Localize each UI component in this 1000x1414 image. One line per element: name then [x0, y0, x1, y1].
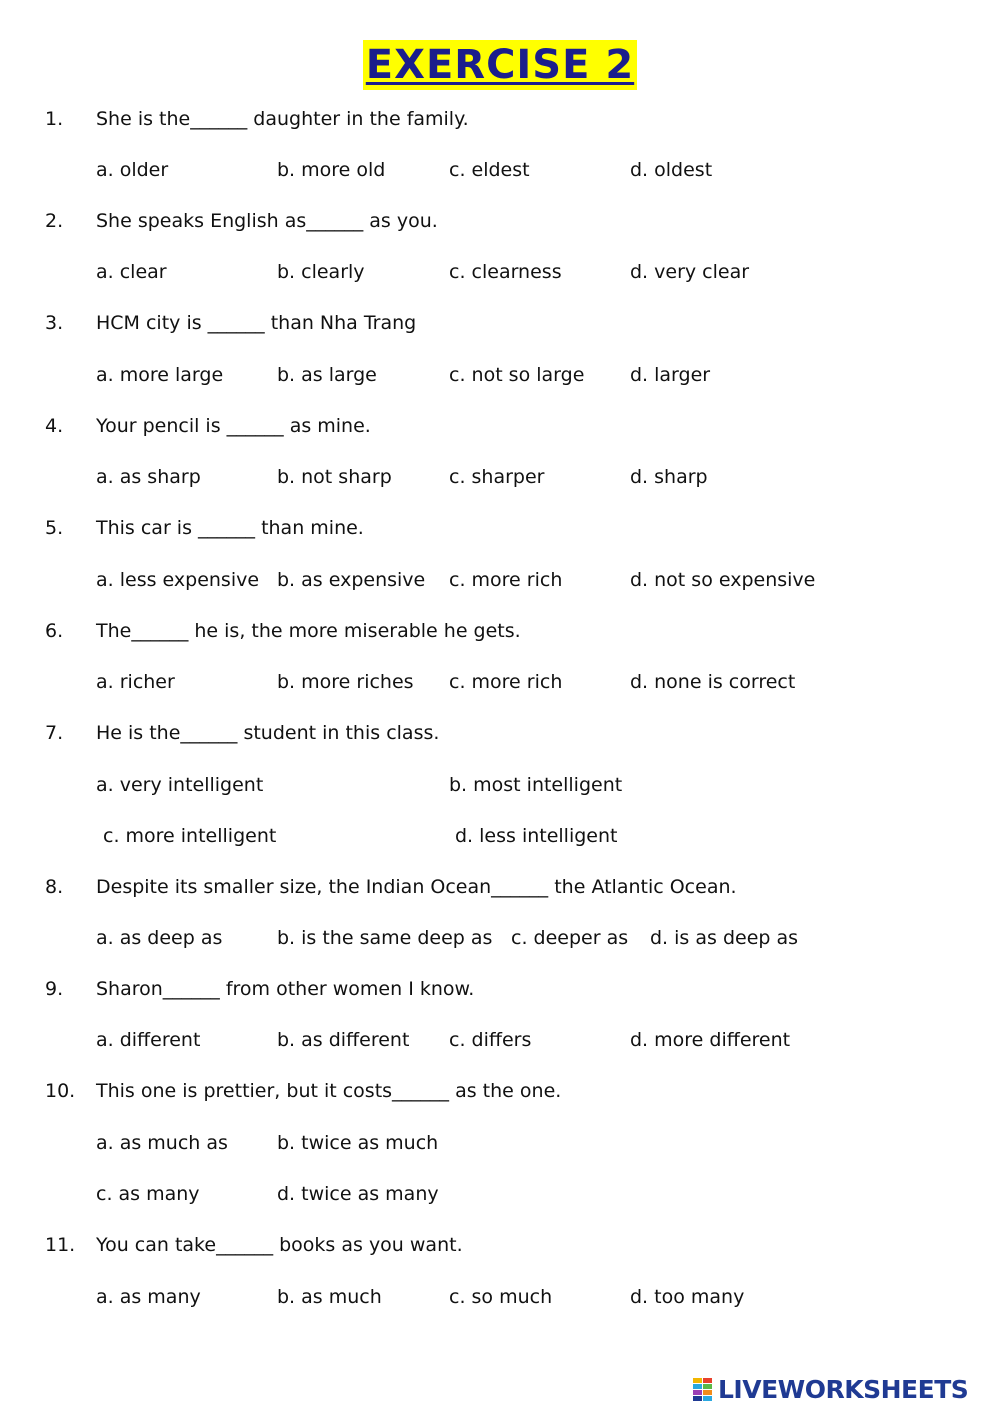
question-number: 11.	[45, 1234, 76, 1256]
option-a[interactable]: a. more large	[96, 364, 224, 386]
option-d[interactable]: d. more different	[630, 1029, 791, 1051]
option-b[interactable]: b. twice as much	[277, 1132, 439, 1154]
options-row	[0, 1128, 1000, 1158]
option-a[interactable]: a. as sharp	[96, 466, 201, 488]
question-number: 8.	[45, 876, 64, 898]
question-text: She speaks English as______ as you.	[96, 210, 438, 232]
options-row	[0, 257, 1000, 287]
question-number: 2.	[45, 210, 64, 232]
option-c[interactable]: c. clearness	[449, 261, 562, 283]
question-2	[0, 206, 1000, 236]
options-row	[0, 667, 1000, 697]
option-c[interactable]: c. not so large	[449, 364, 585, 386]
option-d[interactable]: d. less intelligent	[455, 825, 618, 847]
question-text: You can take______ books as you want.	[96, 1234, 463, 1256]
logo-blocks-icon	[693, 1378, 713, 1402]
option-b[interactable]: b. clearly	[277, 261, 365, 283]
question-number: 6.	[45, 620, 64, 642]
option-b[interactable]: b. as different	[277, 1029, 410, 1051]
question-number: 10.	[45, 1080, 76, 1102]
option-d[interactable]: d. too many	[630, 1286, 745, 1308]
option-c[interactable]: c. more rich	[449, 671, 563, 693]
question-text: Sharon______ from other women I know.	[96, 978, 475, 1000]
options-row	[0, 770, 1000, 800]
option-c[interactable]: c. differs	[449, 1029, 532, 1051]
options-row	[0, 1282, 1000, 1312]
option-b[interactable]: b. more riches	[277, 671, 414, 693]
question-4	[0, 411, 1000, 441]
question-number: 4.	[45, 415, 64, 437]
question-3	[0, 308, 1000, 338]
question-text: Your pencil is ______ as mine.	[96, 415, 371, 437]
question-text: This car is ______ than mine.	[96, 517, 364, 539]
option-a[interactable]: a. as deep as	[96, 927, 223, 949]
option-c[interactable]: c. more rich	[449, 569, 563, 591]
options-row	[0, 923, 1000, 953]
question-number: 3.	[45, 312, 64, 334]
options-row	[0, 462, 1000, 492]
question-text: This one is prettier, but it costs______ as the one.	[96, 1080, 562, 1102]
option-a[interactable]: a. as much as	[96, 1132, 228, 1154]
page-title: EXERCISE 2	[363, 40, 637, 90]
option-c[interactable]: c. as many	[96, 1183, 200, 1205]
option-a[interactable]: a. older	[96, 159, 169, 181]
question-number: 1.	[45, 108, 64, 130]
question-text: She is the______ daughter in the family.	[96, 108, 469, 130]
question-number: 5.	[45, 517, 64, 539]
option-d[interactable]: d. none is correct	[630, 671, 796, 693]
question-8	[0, 872, 1000, 902]
option-a[interactable]: a. different	[96, 1029, 201, 1051]
question-number: 7.	[45, 722, 64, 744]
question-number: 9.	[45, 978, 64, 1000]
question-10	[0, 1076, 1000, 1106]
option-a[interactable]: a. less expensive	[96, 569, 260, 591]
option-d[interactable]: d. very clear	[630, 261, 750, 283]
options-row	[0, 360, 1000, 390]
option-d[interactable]: d. not so expensive	[630, 569, 816, 591]
option-d[interactable]: d. oldest	[630, 159, 713, 181]
options-row	[0, 1025, 1000, 1055]
option-b[interactable]: b. most intelligent	[449, 774, 623, 796]
question-9	[0, 974, 1000, 1004]
option-c[interactable]: c. so much	[449, 1286, 553, 1308]
option-c[interactable]: c. sharper	[449, 466, 545, 488]
option-a[interactable]: a. as many	[96, 1286, 201, 1308]
question-text: The______ he is, the more miserable he gets.	[96, 620, 521, 642]
option-d[interactable]: d. larger	[630, 364, 711, 386]
option-b[interactable]: b. as expensive	[277, 569, 426, 591]
option-b[interactable]: b. as much	[277, 1286, 382, 1308]
option-c[interactable]: c. more intelligent	[103, 825, 277, 847]
option-b[interactable]: b. more old	[277, 159, 386, 181]
options-row	[0, 155, 1000, 185]
logo-text: LIVEWORKSHEETS	[718, 1375, 969, 1404]
option-b[interactable]: b. is the same deep as	[277, 927, 493, 949]
option-b[interactable]: b. not sharp	[277, 466, 392, 488]
option-d[interactable]: d. twice as many	[277, 1183, 439, 1205]
liveworksheets-logo	[693, 1376, 993, 1404]
options-row	[0, 565, 1000, 595]
option-c[interactable]: c. eldest	[449, 159, 530, 181]
question-text: HCM city is ______ than Nha Trang	[96, 312, 417, 334]
option-b[interactable]: b. as large	[277, 364, 377, 386]
question-7	[0, 718, 1000, 748]
option-d[interactable]: d. sharp	[630, 466, 708, 488]
question-text: He is the______ student in this class.	[96, 722, 440, 744]
option-d[interactable]: d. is as deep as	[650, 927, 799, 949]
question-11	[0, 1230, 1000, 1260]
option-a[interactable]: a. clear	[96, 261, 167, 283]
option-a[interactable]: a. richer	[96, 671, 175, 693]
options-row	[0, 821, 1000, 851]
question-text: Despite its smaller size, the Indian Ocean______ the Atlantic Ocean.	[96, 876, 737, 898]
question-5	[0, 513, 1000, 543]
option-a[interactable]: a. very intelligent	[96, 774, 264, 796]
question-6	[0, 616, 1000, 646]
option-c[interactable]: c. deeper as	[511, 927, 629, 949]
options-row	[0, 1179, 1000, 1209]
question-1	[0, 104, 1000, 134]
